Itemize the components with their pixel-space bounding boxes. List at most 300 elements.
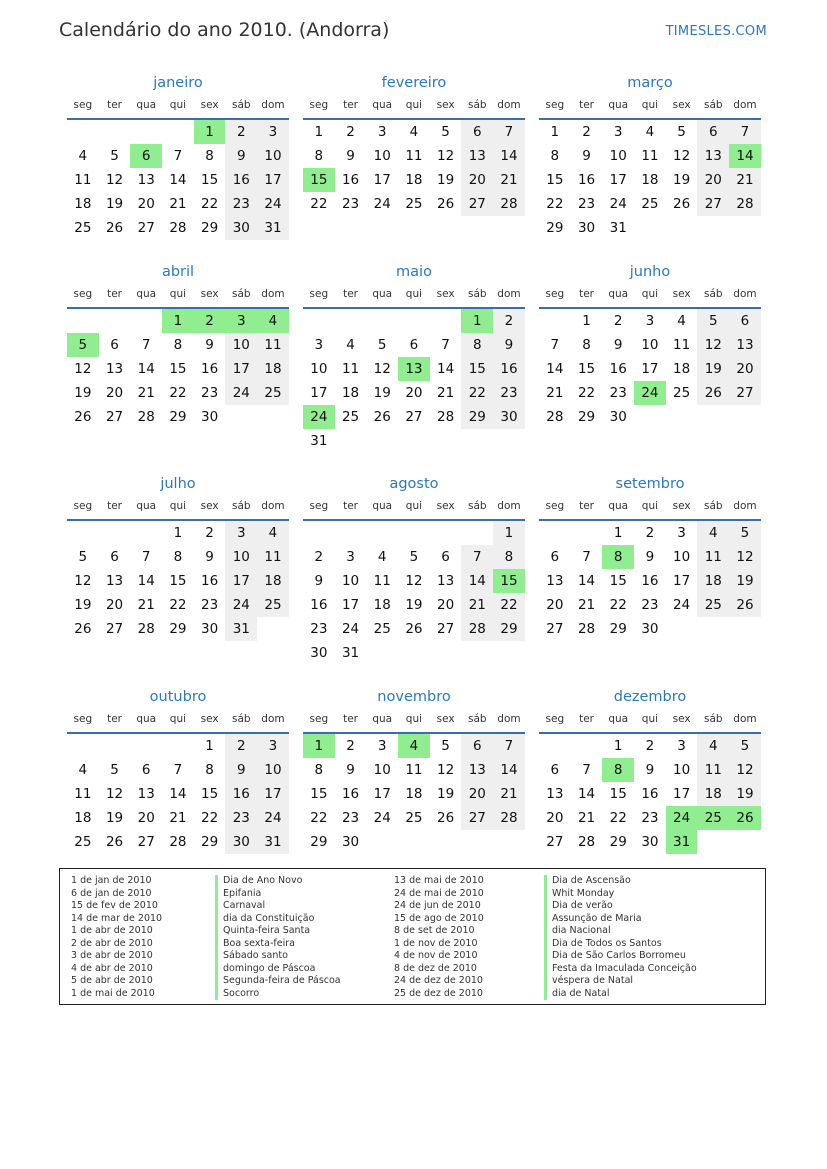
month-name: maio xyxy=(396,264,432,280)
day-cell: 9 xyxy=(225,758,257,782)
day-cell: 11 xyxy=(257,545,289,569)
day-cell: 3 xyxy=(225,521,257,545)
day-cell: 18 xyxy=(257,357,289,381)
day-cell: 27 xyxy=(105,409,124,425)
day-cell: 8 xyxy=(314,148,324,164)
weekday-label: sáb xyxy=(703,288,723,300)
weekday-label: sáb xyxy=(467,500,487,512)
legend-date: 14 de mar de 2010 xyxy=(71,912,163,924)
legend-holiday-name: Epifania xyxy=(215,888,341,901)
day-cell: 29 xyxy=(609,834,627,850)
legend-date: 1 de abr de 2010 xyxy=(71,925,153,936)
day-cell: 9 xyxy=(645,762,655,778)
day-cell: 12 xyxy=(74,573,92,589)
day-cell: 7 xyxy=(441,337,450,353)
day-cell: 6 xyxy=(697,120,729,144)
day-cell: 9 xyxy=(314,573,324,589)
day-cell: 11 xyxy=(405,762,423,778)
day-cell: 31 xyxy=(257,216,289,240)
day-cell: 2 xyxy=(225,120,257,144)
day-cell: 18 xyxy=(257,569,289,593)
day-cell: 12 xyxy=(373,361,391,377)
weekday-label: seg xyxy=(73,713,93,725)
day-cell: 19 xyxy=(373,385,391,401)
day-cell: 10 xyxy=(225,333,257,357)
day-cell: 23 xyxy=(641,810,659,826)
day-cell: 4 xyxy=(346,337,355,353)
day-cell: 9 xyxy=(225,144,257,168)
month-junho xyxy=(539,261,761,429)
weekday-label: sex xyxy=(436,713,455,725)
day-cell: 10 xyxy=(341,573,360,589)
empty-cell xyxy=(162,734,194,758)
weekday-label: seg xyxy=(73,288,93,300)
day-cell: 13 xyxy=(137,786,155,802)
day-cell: 22 xyxy=(493,593,525,617)
day-cell: 28 xyxy=(437,409,455,425)
holiday-day-cell: 13 xyxy=(398,357,430,381)
day-cell: 21 xyxy=(169,810,187,826)
day-cell: 19 xyxy=(437,786,455,802)
day-cell: 15 xyxy=(169,573,187,589)
day-cell: 27 xyxy=(137,220,155,236)
month-name: fevereiro xyxy=(381,75,447,91)
day-cell: 12 xyxy=(105,786,124,802)
day-cell: 3 xyxy=(314,337,324,353)
holiday-day-cell: 4 xyxy=(398,734,430,758)
day-cell: 15 xyxy=(577,361,596,377)
day-cell: 23 xyxy=(201,385,219,401)
day-cell: 16 xyxy=(310,597,328,613)
day-cell: 4 xyxy=(257,521,289,545)
day-cell: 1 xyxy=(493,521,525,545)
holiday-day-cell: 1 xyxy=(194,120,226,144)
weekday-label: qua xyxy=(136,713,157,725)
weekday-label: seg xyxy=(545,500,565,512)
day-cell: 16 xyxy=(341,172,360,188)
day-cell: 16 xyxy=(609,361,627,377)
day-cell: 4 xyxy=(645,124,655,140)
day-cell: 7 xyxy=(141,337,151,353)
day-cell: 16 xyxy=(641,786,659,802)
weekday-header xyxy=(303,708,525,734)
day-cell: 22 xyxy=(546,196,564,212)
weekday-label: sex xyxy=(200,713,219,725)
day-cell: 3 xyxy=(645,313,655,329)
legend-holiday-name: Dia de Ano Novo xyxy=(215,875,341,888)
day-cell: 3 xyxy=(613,124,623,140)
day-cell: 13 xyxy=(137,172,155,188)
day-cell: 2 xyxy=(645,738,655,754)
day-cell: 3 xyxy=(677,525,686,541)
legend-holiday-name: Carnaval xyxy=(215,900,341,913)
day-cell: 15 xyxy=(169,361,187,377)
weekday-label: qua xyxy=(372,288,393,300)
day-cell: 10 xyxy=(225,545,257,569)
day-cell: 22 xyxy=(169,597,187,613)
day-cell: 15 xyxy=(609,786,627,802)
day-cell: 17 xyxy=(673,786,691,802)
day-cell: 16 xyxy=(225,782,257,806)
weekday-label: qua xyxy=(608,500,629,512)
empty-cell xyxy=(99,309,131,333)
day-cell: 21 xyxy=(437,385,455,401)
day-cell: 15 xyxy=(461,357,493,381)
weekday-label: qui xyxy=(641,288,659,300)
weekday-label: sex xyxy=(436,99,455,111)
holiday-day-cell: 15 xyxy=(493,569,525,593)
weekday-label: seg xyxy=(545,99,565,111)
day-cell: 31 xyxy=(310,433,328,449)
weekday-label: qui xyxy=(641,713,659,725)
day-cell: 25 xyxy=(641,196,659,212)
day-grid xyxy=(303,734,525,854)
day-cell: 4 xyxy=(377,549,387,565)
weekday-label: qui xyxy=(405,500,423,512)
day-cell: 30 xyxy=(310,645,328,661)
day-cell: 27 xyxy=(137,834,155,850)
weekday-label: sáb xyxy=(467,99,487,111)
day-cell: 24 xyxy=(373,810,391,826)
day-cell: 11 xyxy=(257,333,289,357)
weekday-label: dom xyxy=(261,288,285,300)
empty-cell xyxy=(571,521,603,545)
weekday-label: qua xyxy=(136,500,157,512)
day-cell: 24 xyxy=(373,196,391,212)
day-cell: 4 xyxy=(78,148,88,164)
day-grid xyxy=(67,309,289,429)
day-cell: 8 xyxy=(205,762,214,778)
legend-holiday-name: Dia de Ascensão xyxy=(544,875,697,888)
month-name: dezembro xyxy=(613,689,687,705)
day-cell: 24 xyxy=(225,593,257,617)
day-cell: 13 xyxy=(546,786,564,802)
legend-date: 15 de ago de 2010 xyxy=(394,912,484,924)
day-cell: 28 xyxy=(137,621,155,637)
legend-date: 4 de nov de 2010 xyxy=(394,950,478,961)
day-cell: 15 xyxy=(310,786,328,802)
day-cell: 6 xyxy=(550,549,560,565)
day-cell: 30 xyxy=(641,834,659,850)
day-cell: 29 xyxy=(201,220,219,236)
day-cell: 18 xyxy=(405,786,423,802)
legend-date: 3 de abr de 2010 xyxy=(71,950,153,961)
day-cell: 9 xyxy=(613,337,623,353)
weekday-label: sáb xyxy=(703,99,723,111)
day-cell: 10 xyxy=(673,762,691,778)
empty-cell xyxy=(430,309,462,333)
day-cell: 2 xyxy=(645,525,655,541)
holiday-day-cell: 26 xyxy=(729,806,761,830)
day-cell: 26 xyxy=(729,593,761,617)
day-cell: 20 xyxy=(137,196,155,212)
day-cell: 17 xyxy=(225,357,257,381)
day-cell: 19 xyxy=(74,597,92,613)
day-cell: 29 xyxy=(609,621,627,637)
weekday-label: qua xyxy=(608,99,629,111)
day-cell: 13 xyxy=(105,573,124,589)
day-cell: 23 xyxy=(310,621,328,637)
legend-date: 25 de dez de 2010 xyxy=(394,987,483,999)
holiday-day-cell: 5 xyxy=(67,333,99,357)
day-cell: 29 xyxy=(461,405,493,429)
day-cell: 6 xyxy=(729,309,761,333)
empty-cell xyxy=(67,734,99,758)
day-cell: 10 xyxy=(373,762,391,778)
day-cell: 27 xyxy=(461,806,493,830)
day-cell: 3 xyxy=(346,549,355,565)
day-cell: 1 xyxy=(613,738,623,754)
day-cell: 13 xyxy=(461,758,493,782)
empty-cell xyxy=(430,521,462,545)
day-cell: 9 xyxy=(493,333,525,357)
day-cell: 25 xyxy=(341,409,360,425)
day-cell: 4 xyxy=(677,313,686,329)
day-cell: 28 xyxy=(577,621,596,637)
day-cell: 19 xyxy=(105,810,124,826)
legend-date: 24 de mai de 2010 xyxy=(394,887,484,899)
day-cell: 14 xyxy=(493,758,525,782)
weekday-label: ter xyxy=(107,288,122,300)
day-cell: 28 xyxy=(461,617,493,641)
legend-date: 5 de abr de 2010 xyxy=(71,975,153,986)
day-cell: 6 xyxy=(550,762,560,778)
day-cell: 5 xyxy=(677,124,686,140)
day-cell: 21 xyxy=(169,196,187,212)
legend-dates-col-2 xyxy=(394,875,484,1000)
day-cell: 25 xyxy=(673,385,691,401)
day-cell: 17 xyxy=(373,786,391,802)
day-cell: 21 xyxy=(137,597,155,613)
day-cell: 5 xyxy=(697,309,729,333)
day-cell: 16 xyxy=(493,357,525,381)
day-cell: 22 xyxy=(609,810,627,826)
day-cell: 18 xyxy=(373,597,391,613)
day-cell: 24 xyxy=(257,806,289,830)
day-cell: 2 xyxy=(346,124,355,140)
weekday-label: dom xyxy=(733,713,757,725)
legend-dates-col-1 xyxy=(71,875,162,1000)
day-cell: 25 xyxy=(74,834,92,850)
day-cell: 25 xyxy=(697,593,729,617)
day-cell: 5 xyxy=(78,549,88,565)
day-cell: 22 xyxy=(169,385,187,401)
month-março xyxy=(539,72,761,240)
legend-holiday-name: Dia de Todos os Santos xyxy=(544,938,697,951)
weekday-header xyxy=(303,283,525,309)
day-cell: 29 xyxy=(201,834,219,850)
day-cell: 26 xyxy=(437,196,455,212)
day-cell: 16 xyxy=(341,786,360,802)
weekday-label: seg xyxy=(309,500,329,512)
day-cell: 9 xyxy=(205,549,214,565)
day-cell: 6 xyxy=(461,120,493,144)
day-cell: 20 xyxy=(697,168,729,192)
day-cell: 1 xyxy=(173,525,183,541)
day-cell: 30 xyxy=(201,621,219,637)
day-cell: 30 xyxy=(577,220,596,236)
empty-cell xyxy=(571,734,603,758)
weekday-label: sex xyxy=(672,500,691,512)
day-cell: 30 xyxy=(225,216,257,240)
day-cell: 28 xyxy=(577,834,596,850)
day-cell: 7 xyxy=(582,549,591,565)
day-cell: 6 xyxy=(461,734,493,758)
day-cell: 8 xyxy=(461,333,493,357)
day-cell: 21 xyxy=(577,810,596,826)
empty-cell xyxy=(303,309,335,333)
day-cell: 8 xyxy=(314,762,324,778)
day-cell: 3 xyxy=(677,738,686,754)
day-cell: 18 xyxy=(697,782,729,806)
weekday-label: ter xyxy=(107,500,122,512)
month-name: setembro xyxy=(615,476,685,492)
day-cell: 23 xyxy=(609,385,627,401)
empty-cell xyxy=(303,521,335,545)
day-cell: 12 xyxy=(437,762,455,778)
day-cell: 1 xyxy=(613,525,623,541)
day-cell: 3 xyxy=(257,734,289,758)
day-grid xyxy=(539,734,761,854)
month-name: novembro xyxy=(377,689,451,705)
legend-holiday-name: Quinta-feira Santa xyxy=(215,925,341,938)
day-cell: 20 xyxy=(105,385,124,401)
day-cell: 9 xyxy=(346,148,355,164)
weekday-label: qui xyxy=(169,99,187,111)
day-cell: 18 xyxy=(405,172,423,188)
day-cell: 8 xyxy=(550,148,560,164)
day-cell: 5 xyxy=(441,124,450,140)
day-cell: 26 xyxy=(105,220,124,236)
day-cell: 18 xyxy=(673,361,691,377)
weekday-label: qui xyxy=(405,713,423,725)
weekday-label: ter xyxy=(579,713,594,725)
day-cell: 12 xyxy=(74,361,92,377)
day-cell: 19 xyxy=(729,569,761,593)
day-cell: 6 xyxy=(110,337,119,353)
day-cell: 11 xyxy=(341,361,360,377)
holiday-day-cell: 31 xyxy=(666,830,698,854)
weekday-label: sáb xyxy=(231,713,251,725)
weekday-header xyxy=(303,495,525,521)
day-cell: 25 xyxy=(373,621,391,637)
legend-holiday-name: dia de Natal xyxy=(544,988,697,1001)
weekday-label: dom xyxy=(497,500,521,512)
day-cell: 5 xyxy=(110,762,119,778)
weekday-label: qua xyxy=(372,99,393,111)
empty-cell xyxy=(539,734,571,758)
day-grid xyxy=(303,309,525,453)
day-cell: 31 xyxy=(341,645,360,661)
legend-holiday-name: domingo de Páscoa xyxy=(215,963,341,976)
day-cell: 13 xyxy=(697,144,729,168)
holiday-day-cell: 1 xyxy=(303,734,335,758)
day-cell: 18 xyxy=(697,569,729,593)
day-cell: 3 xyxy=(377,124,387,140)
holiday-day-cell: 15 xyxy=(303,168,335,192)
weekday-label: sex xyxy=(436,288,455,300)
weekday-label: qui xyxy=(641,99,659,111)
day-cell: 19 xyxy=(405,597,423,613)
weekday-label: ter xyxy=(579,288,594,300)
day-cell: 10 xyxy=(257,758,289,782)
day-cell: 16 xyxy=(201,573,219,589)
weekday-label: sáb xyxy=(231,288,251,300)
legend-names-col-1 xyxy=(215,875,341,1000)
day-cell: 1 xyxy=(314,124,324,140)
day-cell: 15 xyxy=(201,172,219,188)
day-grid xyxy=(539,120,761,240)
day-cell: 19 xyxy=(697,357,729,381)
day-cell: 8 xyxy=(582,337,591,353)
month-name: julho xyxy=(160,476,196,492)
empty-cell xyxy=(130,120,162,144)
weekday-label: qua xyxy=(136,99,157,111)
day-cell: 28 xyxy=(169,220,187,236)
day-cell: 30 xyxy=(609,409,627,425)
day-cell: 7 xyxy=(493,120,525,144)
weekday-header xyxy=(67,495,289,521)
day-cell: 21 xyxy=(546,385,564,401)
holiday-day-cell: 3 xyxy=(225,309,257,333)
day-cell: 11 xyxy=(373,573,391,589)
day-cell: 14 xyxy=(546,361,564,377)
day-cell: 4 xyxy=(78,762,88,778)
legend-holiday-name: dia Nacional xyxy=(544,925,697,938)
legend-date: 1 de jan de 2010 xyxy=(71,875,152,886)
holiday-day-cell: 4 xyxy=(257,309,289,333)
day-cell: 9 xyxy=(645,549,655,565)
day-cell: 5 xyxy=(441,738,450,754)
month-novembro xyxy=(303,686,525,854)
day-cell: 24 xyxy=(673,597,691,613)
day-cell: 12 xyxy=(405,573,423,589)
day-cell: 6 xyxy=(110,549,119,565)
empty-cell xyxy=(162,120,194,144)
legend-date: 13 de mai de 2010 xyxy=(394,875,484,886)
weekday-label: ter xyxy=(107,99,122,111)
weekday-label: ter xyxy=(107,713,122,725)
day-cell: 20 xyxy=(437,597,455,613)
weekday-label: sáb xyxy=(231,99,251,111)
day-cell: 21 xyxy=(577,597,596,613)
holiday-day-cell: 24 xyxy=(303,405,335,429)
day-cell: 19 xyxy=(673,172,691,188)
weekday-label: dom xyxy=(261,713,285,725)
day-cell: 19 xyxy=(74,385,92,401)
day-cell: 30 xyxy=(201,409,219,425)
empty-cell xyxy=(366,521,398,545)
day-cell: 20 xyxy=(546,810,564,826)
month-fevereiro xyxy=(303,72,525,216)
legend-holiday-name: Whit Monday xyxy=(544,888,697,901)
legend-holiday-name: véspera de Natal xyxy=(544,975,697,988)
weekday-label: dom xyxy=(733,500,757,512)
weekday-label: seg xyxy=(309,99,329,111)
weekday-label: seg xyxy=(309,713,329,725)
day-cell: 1 xyxy=(205,738,214,754)
day-cell: 21 xyxy=(493,168,525,192)
day-cell: 7 xyxy=(141,549,151,565)
day-cell: 10 xyxy=(641,337,659,353)
empty-cell xyxy=(461,521,493,545)
site-link[interactable]: TIMESLES.COM xyxy=(665,24,767,39)
weekday-label: ter xyxy=(343,713,358,725)
weekday-label: sáb xyxy=(467,288,487,300)
day-cell: 20 xyxy=(105,597,124,613)
empty-cell xyxy=(398,309,430,333)
weekday-label: qua xyxy=(608,288,629,300)
